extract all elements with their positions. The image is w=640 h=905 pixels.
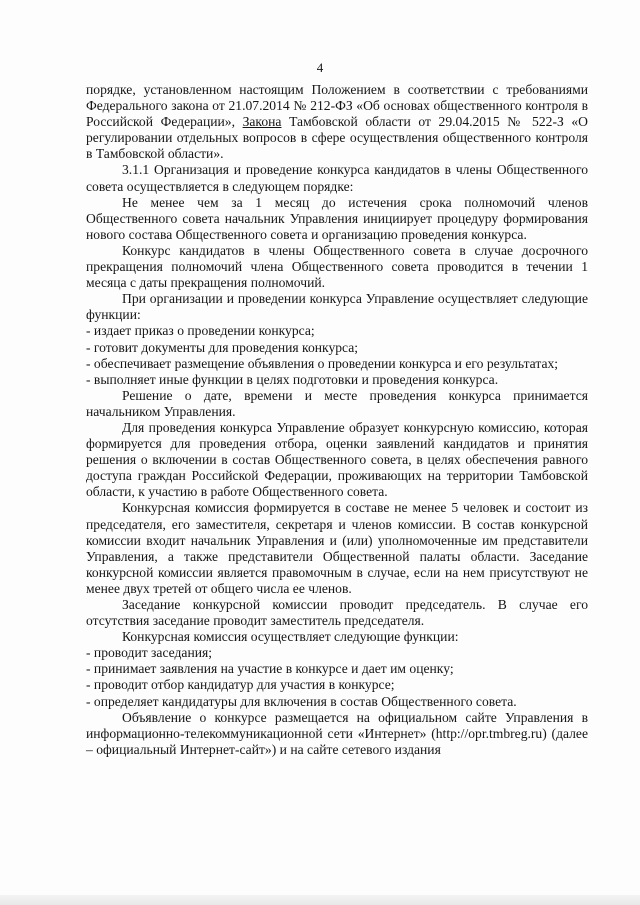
paragraph-commission-chair: Заседание конкурсной комиссии проводит председатель. В случае его отсутствия заседание проводит заместитель председателя. [86, 597, 588, 629]
paragraph-commission-functions: Конкурсная комиссия осуществляет следующие функции: [122, 629, 459, 645]
page-number: 4 [316, 60, 324, 75]
law-link[interactable]: Законa [242, 114, 282, 130]
list-item: - проводит заседания; [86, 645, 213, 661]
paragraph-intro [86, 82, 588, 162]
scan-edge [0, 895, 640, 905]
paragraph-department-functions: При организации и проведении конкурса Управление осуществляет следующие функции: [86, 291, 588, 323]
list-item: - выполняет иные функции в целях подготовки и проведения конкурса. [86, 371, 499, 387]
paragraph-commission-composition: Конкурсная комиссия формируется в составе не менее 5 человек и состоит из председателя, его заместителя, секретаря и членов комиссии. В состав конкурсной комиссии входит начальник Управления и (или) уполномоченные им представители Управления, а также представители Общественной палаты области. Заседание конкурсной комиссии является правомочным в случае, если на нем присутствуют не менее двух третей от общего числа ее членов. [86, 500, 588, 596]
list-item: - готовит документы для проведения конкурса; [86, 339, 359, 355]
paragraph-intro-text-start: порядке, установленном настоящим Положением в соответствии с требованиями Федерального закона от 21.07.2014 № 212-ФЗ «Об основах общественного контроля в Российской Федерации», [86, 82, 588, 130]
paragraph-announcement: Объявление о конкурсе размещается на официальном сайте Управления в информационно-телекоммуникационной сети «Интернет» (http://opr.tmbreg.ru) (далее – официальный Интернет-сайт») и на сайте сетевого издания [86, 709, 588, 757]
paragraph-intro-text-end: Тамбовской области от 29.04.2015 № 522-З «О регулировании отдельных вопросов в сфере осуществления общественного контроля в Тамбовской области». [86, 114, 588, 162]
list-item: - определяет кандидатуры для включения в состав Общественного совета. [86, 693, 517, 709]
paragraph-decision: Решение о дате, времени и месте проведения конкурса принимается начальником Управления. [86, 387, 588, 419]
paragraph-term-start: Не менее чем за 1 месяц до истечения срока полномочий членов Общественного совета начальник Управления инициирует процедуру формирования нового состава Общественного совета и организацию проведения конкурса. [86, 194, 588, 242]
list-item: - проводит отбор кандидатур для участия в конкурсе; [86, 677, 395, 693]
list-item: - издает приказ о проведении конкурса; [86, 323, 315, 339]
list-item: - принимает заявления на участие в конкурсе и дает им оценку; [86, 661, 454, 677]
paragraph-early-termination: Конкурс кандидатов в члены Общественного совета в случае досрочного прекращения полномочий члена Общественного совета проводится в течении 1 месяца с даты прекращения полномочий. [86, 242, 588, 291]
list-item: - обеспечивает размещение объявления о проведении конкурса и его результатах; [86, 355, 559, 371]
document-body [86, 82, 588, 758]
paragraph-3-1-1: 3.1.1 Организация и проведение конкурса кандидатов в члены Общественного совета осуществляется в следующем порядке: [86, 162, 588, 194]
paragraph-commission-formation: Для проведения конкурса Управление образует конкурсную комиссию, которая формируется для проведения отбора, оценки заявлений кандидатов и принятия решения о включении в состав Общественного совета, в целях обеспечения равного доступа граждан Российской Федерации, проживающих на территории Тамбовской области, к участию в работе Общественного совета. [86, 419, 588, 500]
